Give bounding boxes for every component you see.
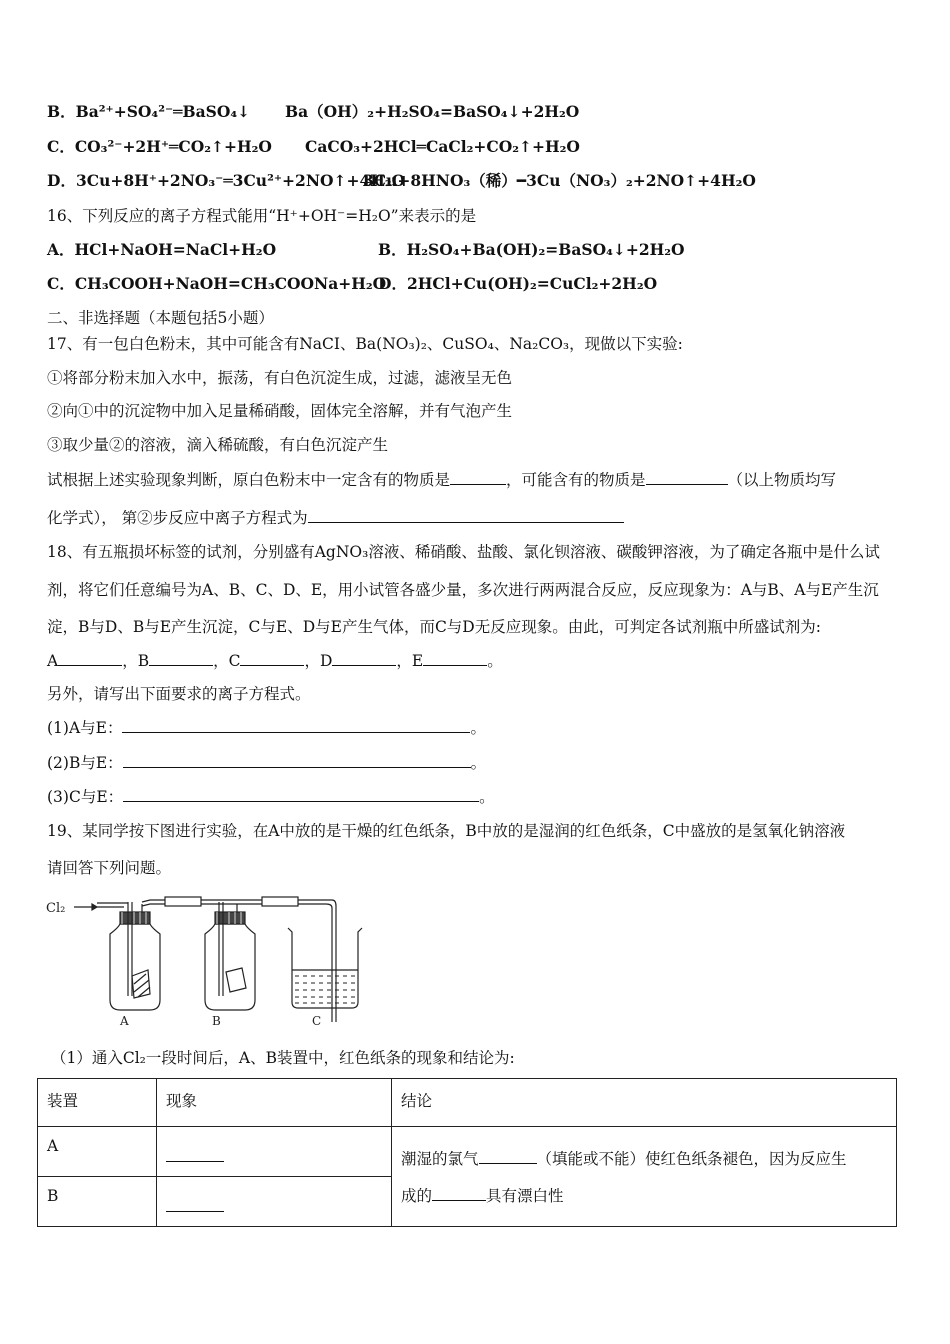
q17-stem: 17、有一包白色粉末，其中可能含有NaCI、Ba(NO₃)₂、CuSO₄、Na₂CO₃，现做以下实验: [47,335,683,353]
answer-blank[interactable] [166,1197,224,1212]
ionic-equation: Ba²⁺+SO₄²⁻═BaSO₄↓ [75,102,251,121]
answer-blank[interactable] [123,787,479,802]
table-row [38,1127,897,1177]
header-apparatus: 装置 [47,1092,79,1110]
bottle-a [110,902,160,1010]
beaker-c [288,928,362,1008]
option-label: C． [47,137,75,156]
answer-blank[interactable] [58,651,122,666]
molecular-equation: 3Cu+8HNO₃（稀）━3Cu（NO₃）₂+2NO↑+4H₂O [363,171,756,190]
section-title: 二、非选择题（本题包括5小题） [47,309,274,327]
q19-sub-1: （1）通入Cl₂一段时间后，A、B装置中，红色纸条的现象和结论为: [51,1049,515,1067]
paper-strip-dry [132,970,150,998]
row-label-b: B [47,1187,59,1205]
q18-sub-3: (3)C与E： 。 [47,788,495,806]
q19-line-2: 请回答下列问题。 [47,859,172,877]
answer-blank[interactable] [122,718,470,733]
answer-blank[interactable] [149,651,213,666]
q15-option-c [47,137,580,157]
q17-step-1: ①将部分粉末加入水中，振荡，有白色沉淀生成，过滤，滤液呈无色 [47,369,513,387]
q18-line-2: 剂，将它们任意编号为A、B、C、D、E，用小试管各盛少量，多次进行两两混合反应，反应现象为：A与B、A与E产生沉 [47,581,879,599]
q18-line-3: 淀，B与D、B与E产生沉淀，C与E、D与E产生气体，而C与D无反应现象。由此，可判定各试剂瓶中所盛试剂为: [47,618,821,636]
q18-also: 另外，请写出下面要求的离子方程式。 [47,685,311,703]
q18-line-1: 18、有五瓶损坏标签的试剂，分别盛有AgNO₃溶液、稀硝酸、盐酸、氯化钡溶液、碳酸钾溶液，为了确定各瓶中是什么试 [47,543,880,561]
answer-blank[interactable] [166,1147,224,1162]
q19-line-1: 19、某同学按下图进行实验，在A中放的是干燥的红色纸条，B中放的是湿润的红色纸条，C中盛放的是氢氧化钠溶液 [47,822,846,840]
ionic-equation: 3Cu+8H⁺+2NO₃⁻═3Cu²⁺+2NO↑+4H₂O [75,171,406,190]
answer-blank[interactable] [423,651,487,666]
option-label: D． [47,171,76,190]
q15-option-d [47,171,756,191]
q16-option-b: B．H₂SO₄+Ba(OH)₂=BaSO₄↓+2H₂O [378,240,685,259]
label-c: C [312,1014,322,1028]
q18-reagent-blanks: A ，B ，C ，D ，E 。 [47,652,503,670]
inlet-arrow [74,904,97,910]
paper-strip-wet [226,968,246,992]
q16-option-d: D．2HCl+Cu(OH)₂=CuCl₂+2H₂O [378,274,658,293]
bottle-b [205,902,255,1010]
answer-blank[interactable] [240,651,304,666]
option-label: B． [47,102,76,121]
q17-question-line-1: 试根据上述实验现象判断，原白色粉末中一定含有的物质是 ，可能含有的物质是 （以上物质均写 [47,471,837,489]
header-conclusion: 结论 [401,1092,433,1110]
q17-step-2: ②向①中的沉淀物中加入足量稀硝酸，固体完全溶解，并有气泡产生 [47,402,513,420]
answer-blank[interactable] [450,470,506,485]
answer-blank[interactable] [308,508,624,523]
molecular-equation: CaCO₃+2HCl═CaCl₂+CO₂↑+H₂O [305,137,580,156]
table-header-row [38,1079,897,1127]
results-table [37,1078,897,1227]
answer-blank[interactable] [646,470,728,485]
ionic-equation: CO₃²⁻+2H⁺═CO₂↑+H₂O [74,137,272,156]
conclusion-cell: 潮湿的氯气 （填能或不能）使红色纸条褪色，因为反应生 成的 具有漂白性 [401,1150,847,1205]
q16-option-c: C．CH₃COOH+NaOH=CH₃COONa+H₂O [47,274,387,293]
header-phenomenon: 现象 [166,1092,198,1110]
q17-step-3: ③取少量②的溶液，滴入稀硫酸，有白色沉淀产生 [47,436,389,454]
apparatus-diagram [40,890,370,1030]
answer-blank[interactable] [479,1149,537,1164]
q16-option-a: A．HCl+NaOH=NaCl+H₂O [47,240,277,259]
q15-option-b [47,102,580,122]
q18-sub-2: (2)B与E： 。 [47,754,487,772]
q18-sub-1: (1)A与E： 。 [47,719,486,737]
q17-question-line-2: 化学式）， 第②步反应中离子方程式为 [47,508,624,528]
answer-blank[interactable] [123,753,471,768]
answer-blank[interactable] [332,651,396,666]
q16-stem: 16、下列反应的离子方程式能用“H⁺+OH⁻=H₂O”来表示的是 [47,207,477,225]
label-b: B [212,1014,221,1028]
answer-blank[interactable] [432,1186,486,1201]
molecular-equation: Ba（OH）₂+H₂SO₄=BaSO₄↓+2H₂O [285,102,580,121]
row-label-a: A [47,1137,59,1155]
gas-label: Cl₂ [46,901,66,916]
label-a: A [120,1014,129,1028]
